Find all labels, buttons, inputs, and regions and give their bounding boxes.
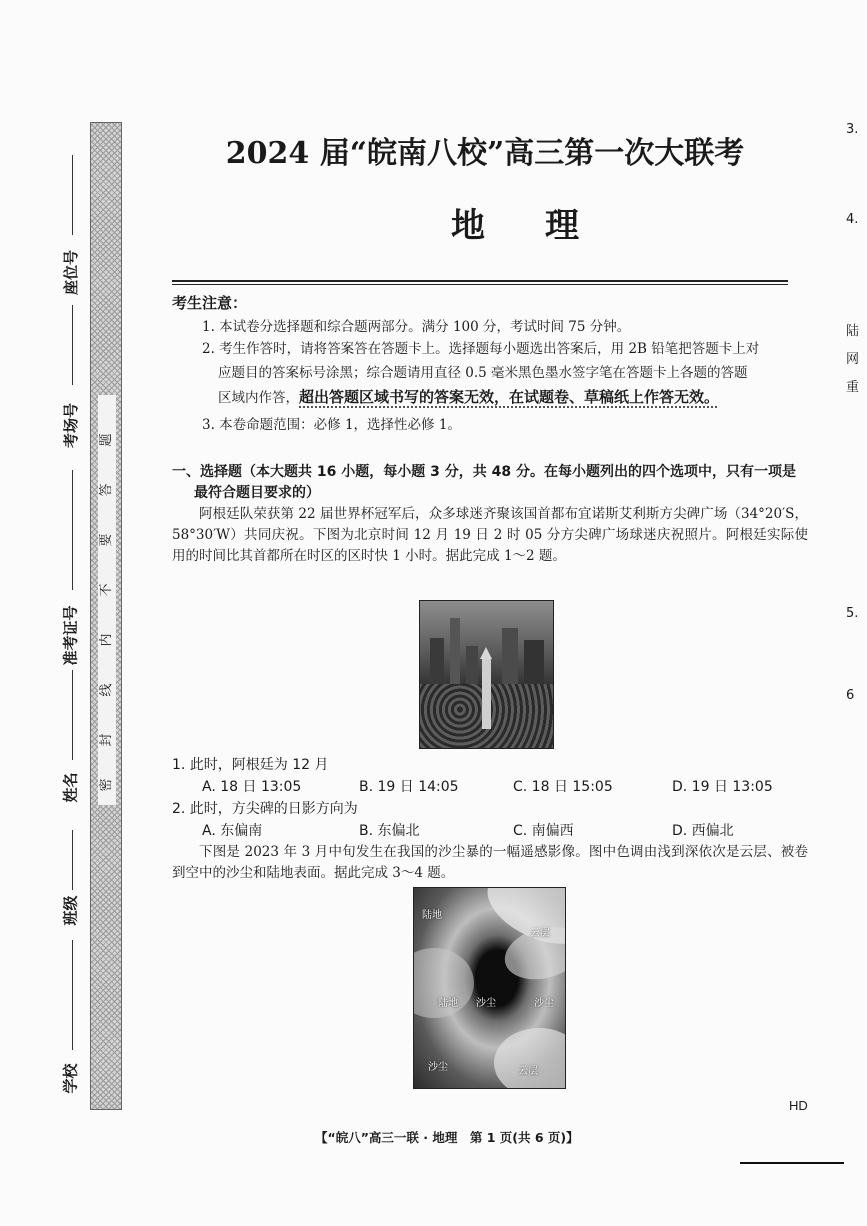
edge-fragment: 重 <box>846 380 860 395</box>
obelisk-photo <box>419 600 554 749</box>
notice-item-3: 3. 本卷命题范围：必修 1，选择性必修 1。 <box>202 417 461 433</box>
question-2-option-b: B. 东偏北 <box>359 823 420 839</box>
edge-fragment: 5. <box>846 606 859 621</box>
exam-title: 2024 届“皖南八校”高三第一次大联考 <box>225 136 745 171</box>
header-rule-thin <box>172 284 788 285</box>
section-heading <box>172 462 802 504</box>
edge-fragment: 6 <box>846 688 855 703</box>
seal-char: 线 <box>99 683 114 697</box>
edge-fragment: 网 <box>846 352 860 367</box>
sat-label: 沙尘 <box>428 1062 448 1073</box>
seat-number-line <box>72 155 73 235</box>
edge-fragment: 3. <box>846 122 859 137</box>
notice-item-2-cont2 <box>218 386 818 409</box>
school-line <box>72 940 73 1050</box>
school-label: 学校 <box>61 1063 80 1094</box>
sat-label: 云层 <box>530 928 550 939</box>
notice-item-2: 2. 考生作答时，请将答案答在答题卡上。选择题每小题选出答案后，用 2B 铅笔把答题卡上对 <box>202 341 760 357</box>
paper-code: HD <box>789 1098 808 1113</box>
question-1-stem: 1. 此时，阿根廷为 12 月 <box>172 757 329 773</box>
question-2-option-c: C. 南偏西 <box>513 823 574 839</box>
page-footer: 【“皖八”高三一联 · 地理 第 1 页(共 6 页)】 <box>315 1130 579 1145</box>
notice-item-2-cont: 应题目的答案标号涂黑；综合题请用直径 0.5 毫米黑色墨水签字笔在答题卡上各题的答题 <box>218 365 748 381</box>
question-1-option-b: B. 19 日 14:05 <box>359 779 459 795</box>
class-label: 班级 <box>61 895 80 926</box>
sandstorm-satellite-image <box>413 887 566 1089</box>
seal-char: 题 <box>99 433 114 447</box>
subject-title: 地理 <box>451 206 639 246</box>
question-2-option-a: A. 东偏南 <box>202 823 263 839</box>
seal-char: 要 <box>99 533 114 547</box>
sat-label: 沙尘 <box>476 998 496 1009</box>
notice-emphasis: 超出答题区域书写的答案无效，在试题卷、草稿纸上作答无效。 <box>299 388 720 406</box>
admission-number-label: 准考证号 <box>61 605 80 666</box>
name-label: 姓名 <box>61 772 80 803</box>
notice-item-1: 1. 本试卷分选择题和综合题两部分。满分 100 分，考试时间 75 分钟。 <box>202 319 631 335</box>
header-rule <box>172 280 788 282</box>
seal-char: 不 <box>99 583 114 597</box>
seal-char: 封 <box>99 733 114 747</box>
sat-label: 陆地 <box>422 910 442 921</box>
question-2-option-d: D. 西偏北 <box>672 823 734 839</box>
admission-number-line <box>72 470 73 590</box>
section-heading-line1: 一、选择题（本大题共 16 小题，每小题 3 分，共 48 分。在每小题列出的四个选项中，只有一项是 <box>172 464 796 480</box>
name-line <box>72 670 73 760</box>
passage-1: 阿根廷队荣获第 22 届世界杯冠军后，众多球迷齐聚该国首都布宜诺斯艾利斯方尖碑广场（34°20′S，58°30′W）共同庆祝。下图为北京时间 12 月 19 日 2 时 05 分方尖碑广场球迷庆祝照片。阿根廷实际使用的时间比其首都所在时区的区时快 1 小时。据此完成 1～2 题。 <box>172 506 808 564</box>
seal-char: 答 <box>99 483 114 497</box>
seat-number-label: 座位号 <box>62 249 81 296</box>
class-line <box>72 830 73 890</box>
edge-fragment: 陆 <box>846 324 860 339</box>
seal-char: 内 <box>99 633 114 647</box>
notice-text: 区域内作答， <box>218 390 299 406</box>
notice-heading: 考生注意： <box>172 294 248 312</box>
exam-room-label: 考场号 <box>62 402 81 449</box>
section-heading-line2: 最符合题目要求的） <box>194 485 320 501</box>
passage-2: 下图是 2023 年 3 月中旬发生在我国的沙尘暴的一幅遥感影像。图中色调由浅到深依次是云层、被卷到空中的沙尘和陆地表面。据此完成 3～4 题。 <box>172 844 808 881</box>
question-1-option-d: D. 19 日 13:05 <box>672 779 773 795</box>
sat-label: 沙尘 <box>534 998 554 1009</box>
bottom-rule <box>740 1162 844 1164</box>
question-1-option-c: C. 18 日 15:05 <box>513 779 613 795</box>
exam-room-line <box>72 305 73 385</box>
question-2-stem: 2. 此时，方尖碑的日影方向为 <box>172 801 358 817</box>
question-1-option-a: A. 18 日 13:05 <box>202 779 302 795</box>
edge-fragment: 4. <box>846 212 859 227</box>
seal-char: 密 <box>99 778 114 792</box>
sat-label: 云层 <box>518 1066 538 1077</box>
sat-label: 陆地 <box>438 998 458 1009</box>
